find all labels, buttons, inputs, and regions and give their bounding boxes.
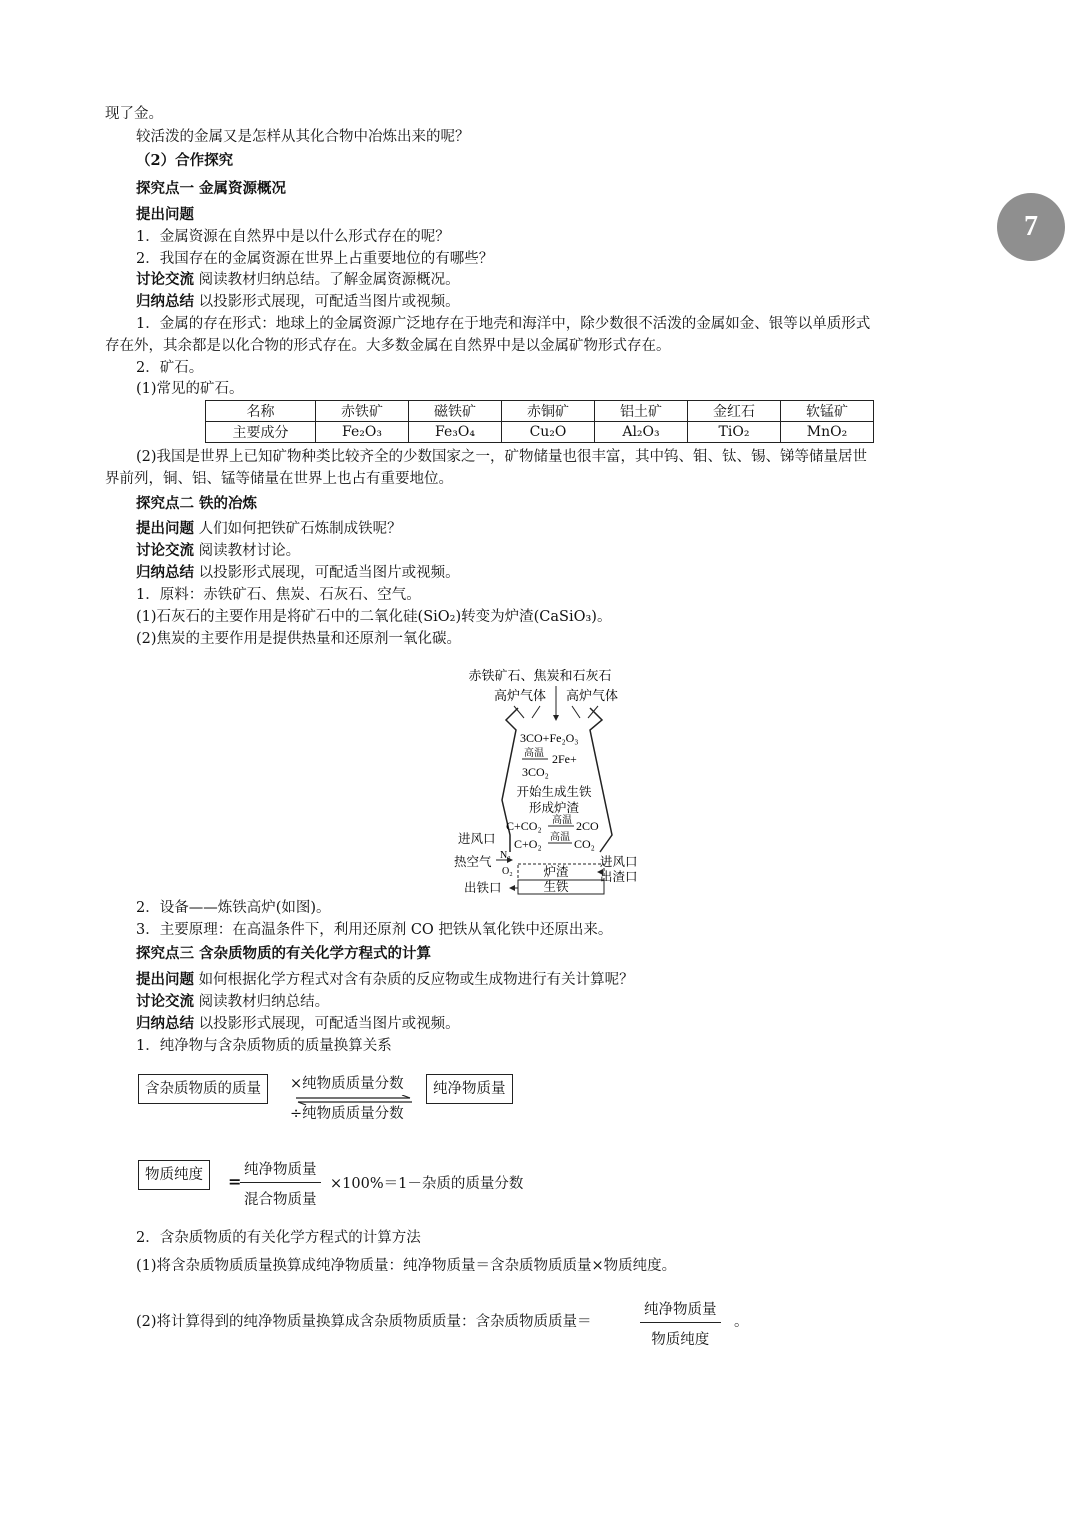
table-cell: TiO₂ — [688, 422, 781, 443]
table-cell: 名称 — [206, 401, 316, 422]
text-line: 较活泼的金属又是怎样从其化合物中冶炼出来的呢？ — [136, 129, 470, 145]
fraction-denominator: 物质纯度 — [651, 1332, 710, 1348]
iron-out-label: 出铁口 — [464, 881, 502, 895]
slag-label: 炉渣 — [543, 865, 569, 879]
multiply-label: ×纯物质质量分数 — [290, 1076, 404, 1092]
eq2-reactants: C+CO₂ — [506, 819, 542, 833]
section-heading: （2）合作探究 — [136, 152, 234, 169]
purity-box: 物质纯度 — [138, 1160, 210, 1190]
gas-arrow — [532, 706, 540, 718]
eq1-product: 2Fe+ — [552, 752, 577, 766]
question-text: 人们如何把铁矿石炼制成铁呢？ — [198, 521, 402, 537]
text-line: 2．含杂质物质的有关化学方程式的计算方法 — [136, 1230, 421, 1246]
gas-arrow — [572, 706, 580, 718]
iron-label: 生铁 — [543, 880, 569, 894]
table-row — [206, 422, 874, 443]
hot-air-label: 热空气 — [454, 855, 492, 869]
text-line: 2．我国存在的金属资源在世界上占重要地位的有哪些？ — [136, 251, 494, 267]
zone-label: 形成炉渣 — [528, 801, 580, 815]
ore-table — [205, 400, 874, 443]
discuss-label: 讨论交流 — [136, 271, 194, 288]
inlet-left-label: 进风口 — [458, 832, 496, 846]
question-text: 如何根据化学方程式对含有杂质的反应物或生成物进行有关计算呢？ — [198, 972, 634, 988]
summary-text: 以投影形式展现，可配适当图片或视频。 — [198, 294, 460, 310]
fraction-numerator: 纯净物质量 — [640, 1298, 721, 1323]
summary-line — [136, 1014, 460, 1034]
table-cell: Al₂O₃ — [595, 422, 688, 443]
text-line: (2)我国是世界上已知矿物种类比较齐全的少数国家之一，矿物储量也很丰富，其中钨、钼、钛、锡、锑等储量居世 — [136, 449, 868, 465]
subsection-heading: 探究点二 铁的冶炼 — [136, 495, 258, 512]
eq1-condition: 高温 — [524, 748, 544, 759]
question-line — [136, 970, 634, 990]
table-cell: 金红石 — [688, 401, 781, 422]
o2-label: O₂ — [502, 866, 513, 877]
purity-formula-tail: ×100%＝1－杂质的质量分数 — [330, 1176, 524, 1192]
summary-line — [136, 563, 460, 583]
impure-mass-fraction — [640, 1298, 721, 1349]
zone-label: 开始生成生铁 — [516, 785, 592, 799]
table-row — [206, 401, 874, 422]
fraction-denominator: 混合物质量 — [244, 1192, 317, 1208]
discuss-text: 阅读教材讨论。 — [198, 543, 301, 559]
subsection-heading: 探究点三 含杂质物质的有关化学方程式的计算 — [136, 945, 432, 962]
furnace-top-label: 赤铁矿石、焦炭和石灰石 — [468, 668, 612, 683]
period: 。 — [734, 1314, 749, 1330]
slag-out-label: 出渣口 — [600, 870, 638, 884]
summary-text: 以投影形式展现，可配适当图片或视频。 — [198, 1016, 460, 1032]
text-line: 现了金。 — [105, 106, 163, 122]
equals-sign: = — [228, 1172, 242, 1191]
eq3-reactants: C+O₂ — [514, 837, 542, 851]
page-number-badge: 7 — [997, 193, 1065, 261]
text-line: (1)石灰石的主要作用是将矿石中的二氧化硅(SiO₂)转变为炉渣(CaSiO₃)。 — [136, 609, 612, 625]
discuss-text: 阅读教材归纳总结。了解金属资源概况。 — [198, 272, 460, 288]
eq3-product: CO₂ — [574, 837, 595, 851]
discuss-label: 讨论交流 — [136, 993, 194, 1010]
summary-label: 归纳总结 — [136, 293, 194, 310]
table-cell: MnO₂ — [781, 422, 874, 443]
label-heading: 提出问题 — [136, 206, 194, 223]
text-line: 3．主要原理：在高温条件下，利用还原剂 CO 把铁从氧化铁中还原出来。 — [136, 922, 613, 938]
discuss-label: 讨论交流 — [136, 542, 194, 559]
summary-line — [136, 292, 460, 312]
text-line: (1)常见的矿石。 — [136, 381, 244, 397]
text-line: 1．纯净物与含杂质物质的质量换算关系 — [136, 1038, 392, 1054]
discuss-line — [136, 270, 460, 290]
eq3-condition: 高温 — [550, 832, 570, 843]
question-label: 提出问题 — [136, 520, 194, 537]
divide-label: ÷纯物质质量分数 — [290, 1106, 404, 1122]
pure-mass-box: 纯净物质量 — [426, 1074, 513, 1104]
table-cell: 主要成分 — [206, 422, 316, 443]
table-cell: Fe₃O₄ — [409, 422, 502, 443]
discuss-line — [136, 992, 329, 1012]
eq2-condition: 高温 — [552, 815, 572, 826]
question-label: 提出问题 — [136, 971, 194, 988]
table-cell: 铝土矿 — [595, 401, 688, 422]
table-cell: 软锰矿 — [781, 401, 874, 422]
table-cell: Cu₂O — [502, 422, 595, 443]
text-line: 存在外，其余都是以化合物的形式存在。大多数金属在自然界中是以金属矿物形式存在。 — [105, 338, 671, 354]
text-line: 2．矿石。 — [136, 360, 204, 376]
gas-arrow — [514, 706, 524, 718]
blast-furnace-diagram — [440, 660, 670, 900]
text-line: 1．金属的存在形式：地球上的金属资源广泛地存在于地壳和海洋中，除少数很不活泼的金属如金、银等以单质形式 — [136, 316, 871, 332]
discuss-line — [136, 541, 300, 561]
summary-text: 以投影形式展现，可配适当图片或视频。 — [198, 565, 460, 581]
question-line — [136, 519, 402, 539]
text-line: 1．原料：赤铁矿石、焦炭、石灰石、空气。 — [136, 587, 421, 603]
table-cell: Fe₂O₃ — [316, 422, 409, 443]
fraction-numerator: 纯净物质量 — [240, 1158, 321, 1183]
table-cell: 赤铁矿 — [316, 401, 409, 422]
subsection-heading: 探究点一 金属资源概况 — [136, 180, 287, 197]
table-cell: 赤铜矿 — [502, 401, 595, 422]
summary-label: 归纳总结 — [136, 1015, 194, 1032]
gas-right-label: 高炉气体 — [565, 688, 619, 703]
text-line: (1)将含杂质物质质量换算成纯净物质量：纯净物质量＝含杂质物质质量×物质纯度。 — [136, 1258, 677, 1274]
text-line: (2)焦炭的主要作用是提供热量和还原剂一氧化碳。 — [136, 631, 462, 647]
eq1-product2: 3CO₂ — [522, 765, 549, 779]
text-line: 1．金属资源在自然界中是以什么形式存在的呢？ — [136, 229, 450, 245]
eq1-reactants: 3CO+Fe₂O₃ — [520, 731, 579, 745]
text-line: 2．设备——炼铁高炉(如图)。 — [136, 900, 331, 916]
discuss-text: 阅读教材归纳总结。 — [198, 994, 330, 1010]
text-line: 界前列，铜、铝、锰等储量在世界上也占有重要地位。 — [105, 471, 453, 487]
text-line: (2)将计算得到的纯净物质量换算成含杂质物质质量：含杂质物质质量＝ — [136, 1314, 592, 1330]
eq2-product: 2CO — [576, 819, 599, 833]
summary-label: 归纳总结 — [136, 564, 194, 581]
inlet-right-label: 进风口 — [600, 855, 638, 869]
table-cell: 磁铁矿 — [409, 401, 502, 422]
n2-label: N₂ — [500, 850, 511, 861]
gas-left-label: 高炉气体 — [493, 688, 547, 703]
purity-fraction — [240, 1158, 321, 1209]
impure-mass-box: 含杂质物质的质量 — [138, 1074, 268, 1104]
